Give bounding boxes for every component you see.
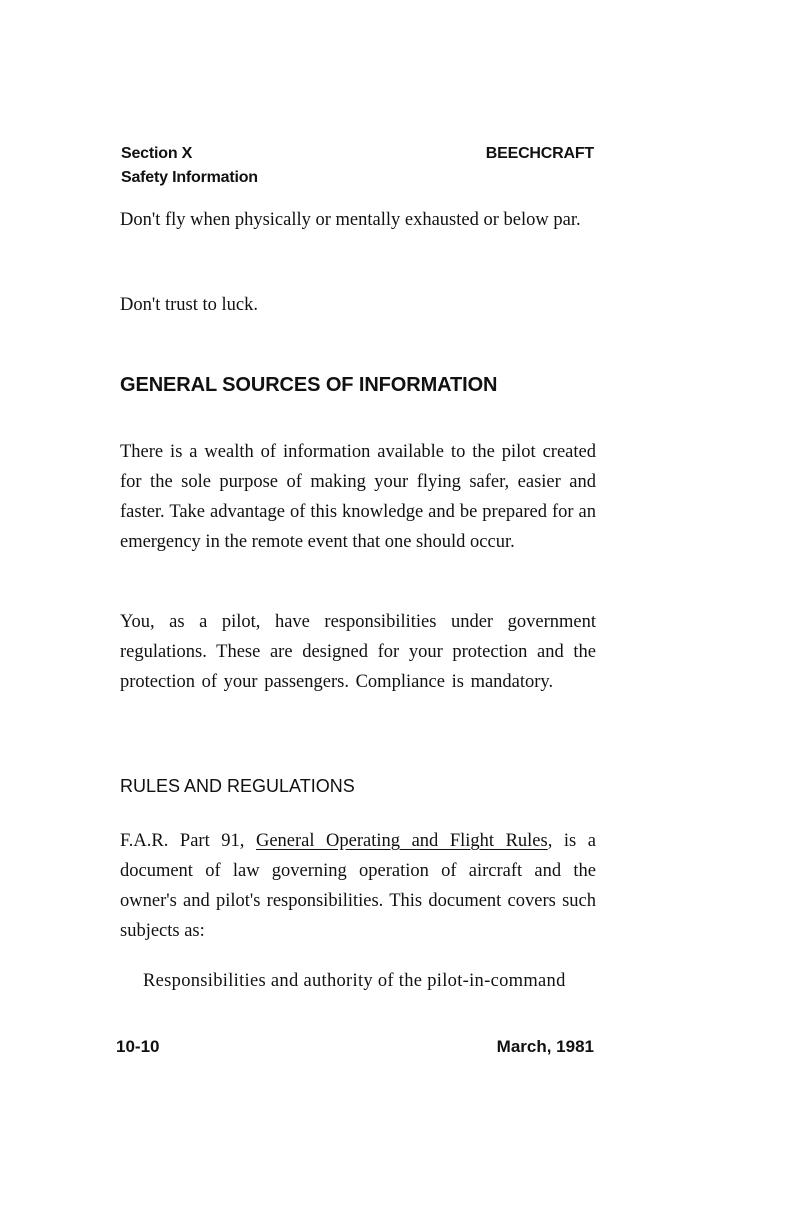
far-description: , is a document of law governing operation of aircraft and the owner's and pilot's responsibilities. This document covers such subjects as:: [120, 831, 596, 941]
paragraph-far-part-91: [120, 826, 596, 946]
list-item: Responsibilities and authority of the pilot-in-command: [143, 971, 566, 991]
section-subtitle: Safety Information: [121, 169, 258, 186]
running-header-brand: BEECHCRAFT: [485, 145, 594, 162]
far-document-title: General Operating and Flight Rules: [255, 831, 548, 851]
paragraph-pilot-responsibilities: You, as a pilot, have responsibilities under government regulations. These are designed for your protection and the protection of your passengers. Compliance is mandatory.: [120, 612, 596, 692]
publication-date: March, 1981: [496, 1037, 594, 1056]
section-label: Section X: [121, 145, 193, 162]
paragraph-wealth-of-information: There is a wealth of information available to the pilot created for the sole purpose of making your flying safer, easier and faster. Take advantage of this knowledge and be prepared for an emergency in the remote event that one should occur.: [120, 442, 596, 552]
heading-general-sources: GENERAL SOURCES OF INFORMATION: [120, 374, 498, 396]
far-prefix: F.A.R. Part 91,: [120, 831, 256, 851]
running-header-left: [121, 142, 258, 190]
paragraph-luck: Don't trust to luck.: [120, 295, 258, 315]
heading-rules-and-regulations: RULES AND REGULATIONS: [120, 776, 355, 796]
page-number: 10-10: [116, 1037, 160, 1056]
paragraph-exhausted: Don't fly when physically or mentally exhausted or below par.: [120, 210, 581, 230]
